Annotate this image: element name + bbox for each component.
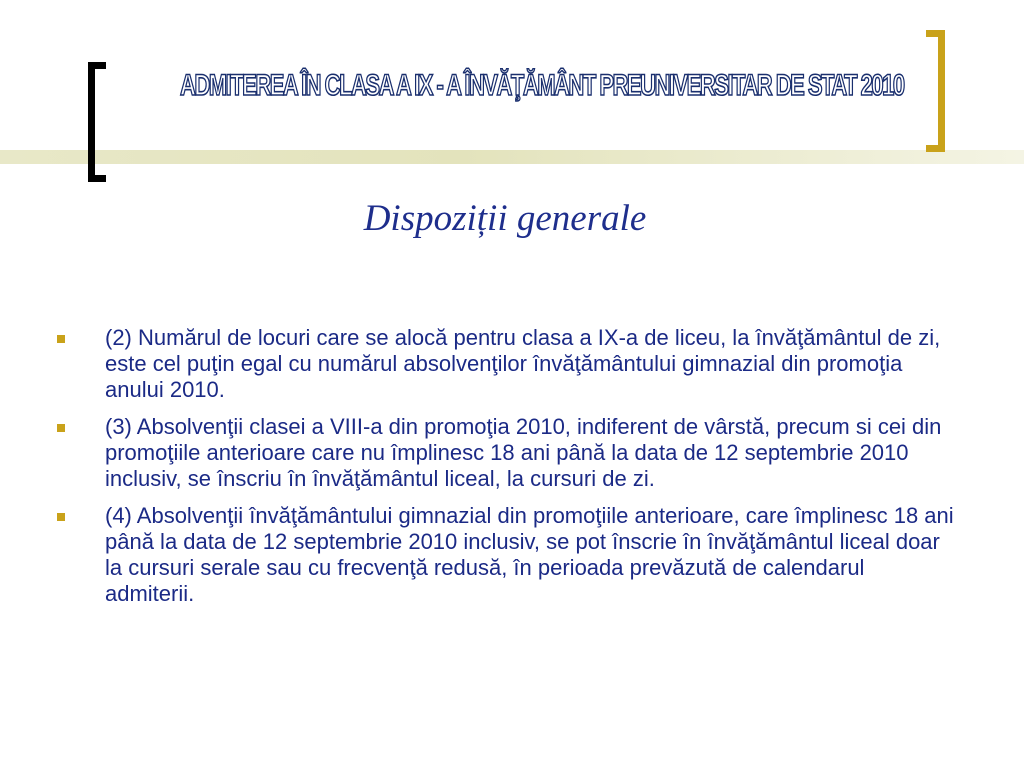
bullet-list	[55, 325, 955, 618]
slide-title: Dispoziții generale	[363, 198, 647, 239]
square-bullet-icon	[57, 335, 65, 343]
right-bracket-decoration	[926, 30, 945, 152]
left-bracket-decoration	[88, 62, 106, 182]
bullet-item	[55, 503, 955, 607]
bullet-item	[55, 325, 955, 403]
square-bullet-icon	[57, 424, 65, 432]
square-bullet-icon	[57, 513, 65, 521]
header-title: ADMITEREA ÎN CLASA A IX - A ÎNVĂŢĂMÂNT PREUNIVERSITAR DE STAT 2010	[180, 68, 904, 102]
bullet-text: (2) Numărul de locuri care se alocă pentru clasa a IX-a de liceu, la învăţământul de zi, este cel puţin egal cu numărul absolvenţilor învăţământului gimnazial din promoţia anului 2010.	[105, 325, 941, 402]
header-band	[0, 150, 1024, 164]
bullet-item	[55, 414, 955, 492]
bullet-text: (4) Absolvenţii învăţământului gimnazial din promoţiile anterioare, care împlinesc 18 ani până la data de 12 septembrie 2010 inclusiv, se pot înscrie în învăţământul liceal doar la cursuri serale sau cu frecvenţă redusă, în perioada prevăzută de calendarul admiterii.	[105, 503, 954, 606]
bullet-text: (3) Absolvenţii clasei a VIII-a din promoţia 2010, indiferent de vârstă, precum si cei din promoţiile anterioare care nu împlinesc 18 ani până la data de 12 septembrie 2010 inclusiv, se înscriu în învăţământul liceal, la cursuri de zi.	[105, 414, 942, 491]
